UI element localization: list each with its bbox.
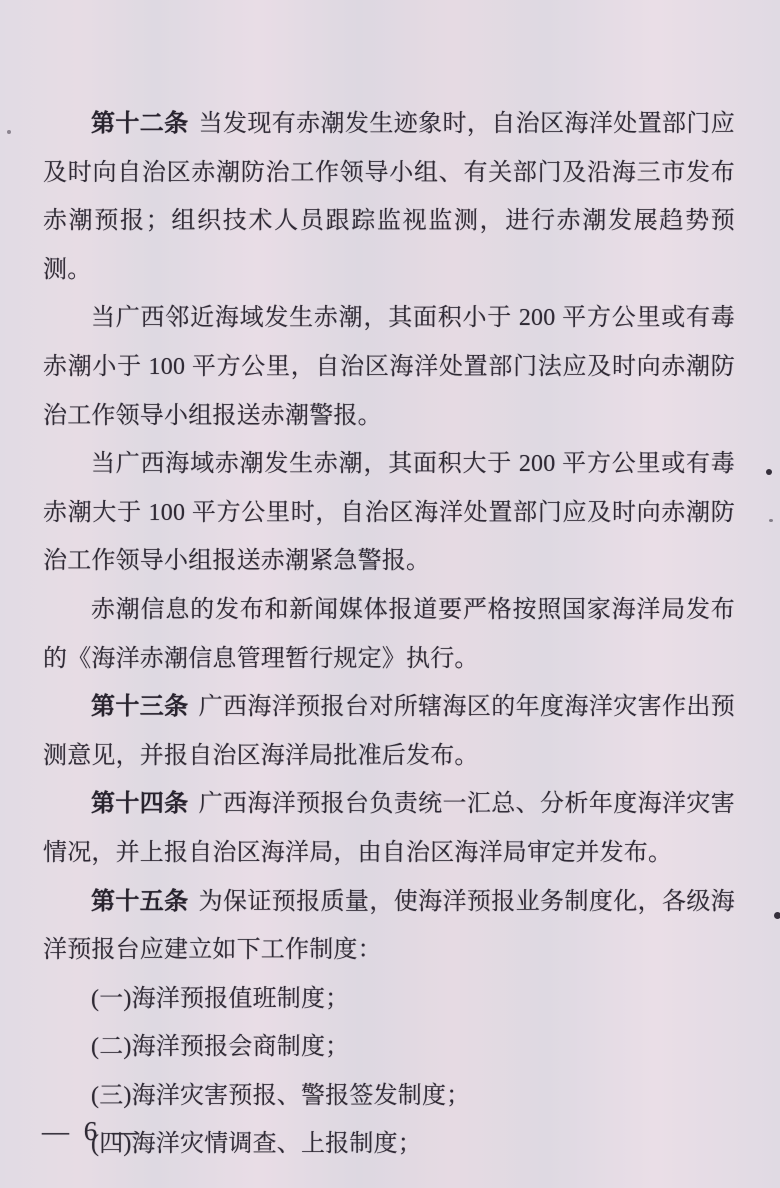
page-number: — 6 —: [42, 1116, 143, 1146]
paragraph-red-tide-warning: [43, 294, 735, 440]
red-tide-emergency-text: 当广西海域赤潮发生赤潮，其面积大于 200 平方公里或有毒赤潮大于 100 平方公里时，自治区海洋处置部门应及时向赤潮防治工作领导小组报送赤潮紧急警报。: [43, 451, 735, 575]
article-12-text: 当发现有赤潮发生迹象时，自治区海洋处置部门应及时向自治区赤潮防治工作领导小组、有关部门及沿海三市发布赤潮预报；组织技术人员跟踪监视监测，进行赤潮发展趋势预测。: [43, 111, 735, 283]
article-12-label: 第十二条: [91, 111, 189, 137]
red-tide-warning-text: 当广西邻近海域发生赤潮，其面积小于 200 平方公里或有毒赤潮小于 100 平方公里，自治区海洋处置部门法应及时向赤潮防治工作领导小组报送赤潮警报。: [43, 305, 735, 429]
scan-speck: [769, 519, 773, 522]
paragraph-article-13: [43, 683, 735, 780]
article-13-label: 第十三条: [91, 694, 189, 721]
article-14-label: 第十四条: [91, 791, 189, 818]
list-item-3: (三)海洋灾害预报、警报签发制度；: [91, 1082, 471, 1109]
scan-speck: [766, 469, 772, 475]
article-15-label: 第十五条: [91, 888, 189, 915]
document-text-block: [43, 100, 735, 1169]
paragraph-article-14: [43, 780, 735, 877]
article-14-text: 广西海洋预报台负责统一汇总、分析年度海洋灾害情况，并上报自治区海洋局，由自治区海洋局审定并发布。: [43, 791, 735, 866]
scan-speck: [774, 912, 780, 919]
article-15-text: 为保证预报质量，使海洋预报业务制度化，各级海洋预报台应建立如下工作制度：: [43, 888, 735, 964]
info-release-text: 赤潮信息的发布和新闻媒体报道要严格按照国家海洋局发布的《海洋赤潮信息管理暂行规定》执行。: [43, 596, 735, 672]
list-item-4: (四)海洋灾情调查、上报制度；: [91, 1131, 422, 1158]
paragraph-article-12: [43, 100, 735, 294]
list-item-2: (二)海洋预报会商制度；: [91, 1034, 350, 1061]
scan-speck: [7, 130, 11, 134]
article-13-text: 广西海洋预报台对所辖海区的年度海洋灾害作出预测意见，并报自治区海洋局批准后发布。: [43, 694, 735, 769]
paragraph-article-15: [43, 878, 735, 975]
paragraph-info-release: [43, 586, 735, 683]
list-item-1: (一)海洋预报值班制度；: [91, 985, 350, 1012]
paragraph-red-tide-emergency: [43, 440, 735, 586]
